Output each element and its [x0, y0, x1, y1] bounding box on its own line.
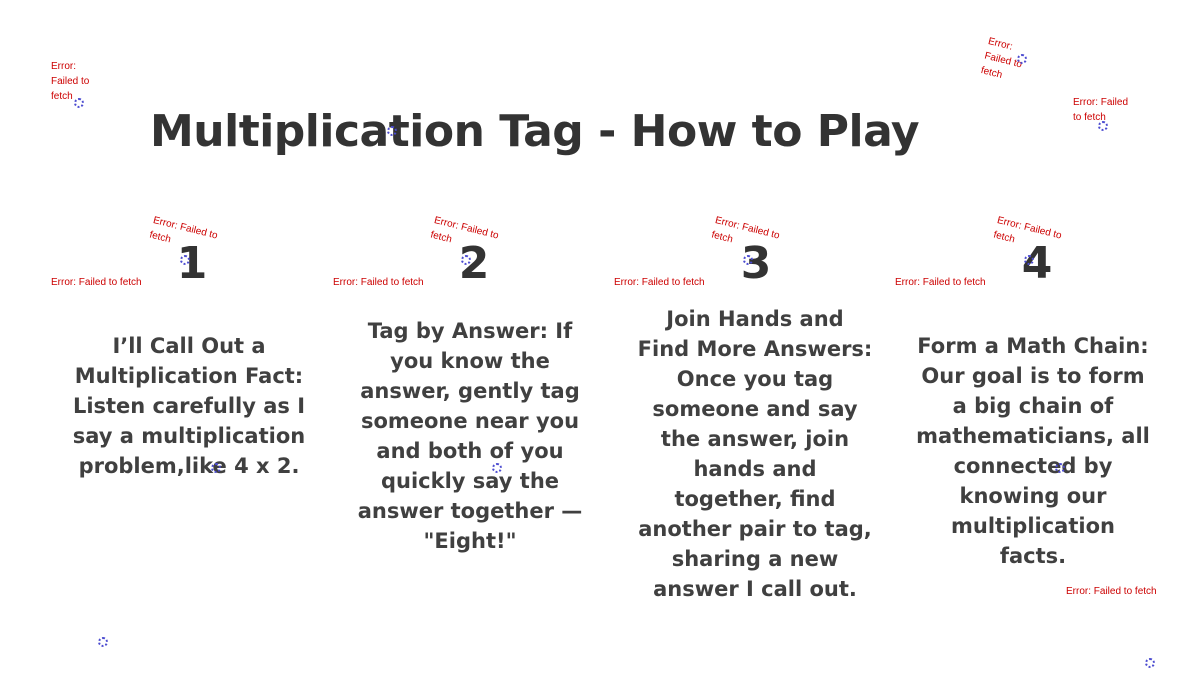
loading-spinner-icon [98, 637, 108, 647]
loading-spinner-icon [1145, 658, 1155, 668]
image-load-error: Error: Failed to fetch [895, 277, 986, 288]
loading-spinner-icon [1055, 463, 1065, 473]
loading-spinner-icon [1024, 255, 1034, 265]
step-number: 4 [1021, 238, 1053, 289]
page-title: Multiplication Tag - How to Play [150, 106, 920, 157]
step-description: I’ll Call Out a Multiplication Fact: Listen carefully as I say a multiplication problem,like 4 x 2. [72, 334, 306, 478]
loading-spinner-icon [1017, 54, 1027, 64]
loading-spinner-icon [1098, 121, 1108, 131]
step-description: Tag by Answer: If you know the answer, gently tag someone near you and both of you quickly say the answer together — "Eight!" [357, 319, 583, 553]
image-load-error [1073, 95, 1153, 125]
image-load-error: Error: Failed to fetch [614, 277, 705, 288]
loading-spinner-icon [492, 463, 502, 473]
step-number: 2 [458, 238, 490, 289]
loading-spinner-icon [211, 463, 221, 473]
step-description: Form a Math Chain: Our goal is to form a big chain of mathematicians, all connected by knowing our multiplication facts. [916, 334, 1150, 568]
error-line: fetch [979, 65, 1004, 81]
error-line: Error: [51, 61, 76, 72]
step-description: Join Hands and Find More Answers: Once you tag someone and say the answer, join hands and together, find another pair to tag, sharing a new answer I call out. [637, 307, 873, 601]
step-number: 1 [176, 238, 208, 289]
image-load-error: Error: Failed to fetch [51, 277, 142, 288]
image-load-error: Error: Failed to fetch [333, 277, 424, 288]
error-line: to fetch [1073, 112, 1106, 123]
loading-spinner-icon [387, 126, 397, 136]
image-load-error [979, 34, 1048, 92]
image-load-error [51, 59, 111, 104]
error-line: fetch [51, 91, 73, 102]
error-line: Error: Failed [1073, 97, 1129, 108]
image-load-error: Error: Failed to fetch [429, 214, 500, 246]
image-load-error: Error: Failed to fetch [1066, 586, 1157, 597]
error-line: Failed to [983, 50, 1024, 71]
loading-spinner-icon [461, 255, 471, 265]
loading-spinner-icon [743, 255, 753, 265]
error-line: Error: [986, 35, 1014, 53]
image-load-error: Error: Failed to fetch [148, 214, 219, 246]
step-number: 3 [740, 238, 772, 289]
loading-spinner-icon [74, 98, 84, 108]
image-load-error: Error: Failed to fetch [992, 214, 1063, 246]
loading-spinner-icon [180, 255, 190, 265]
error-line: Failed to [51, 76, 90, 87]
image-load-error: Error: Failed to fetch [710, 214, 781, 246]
